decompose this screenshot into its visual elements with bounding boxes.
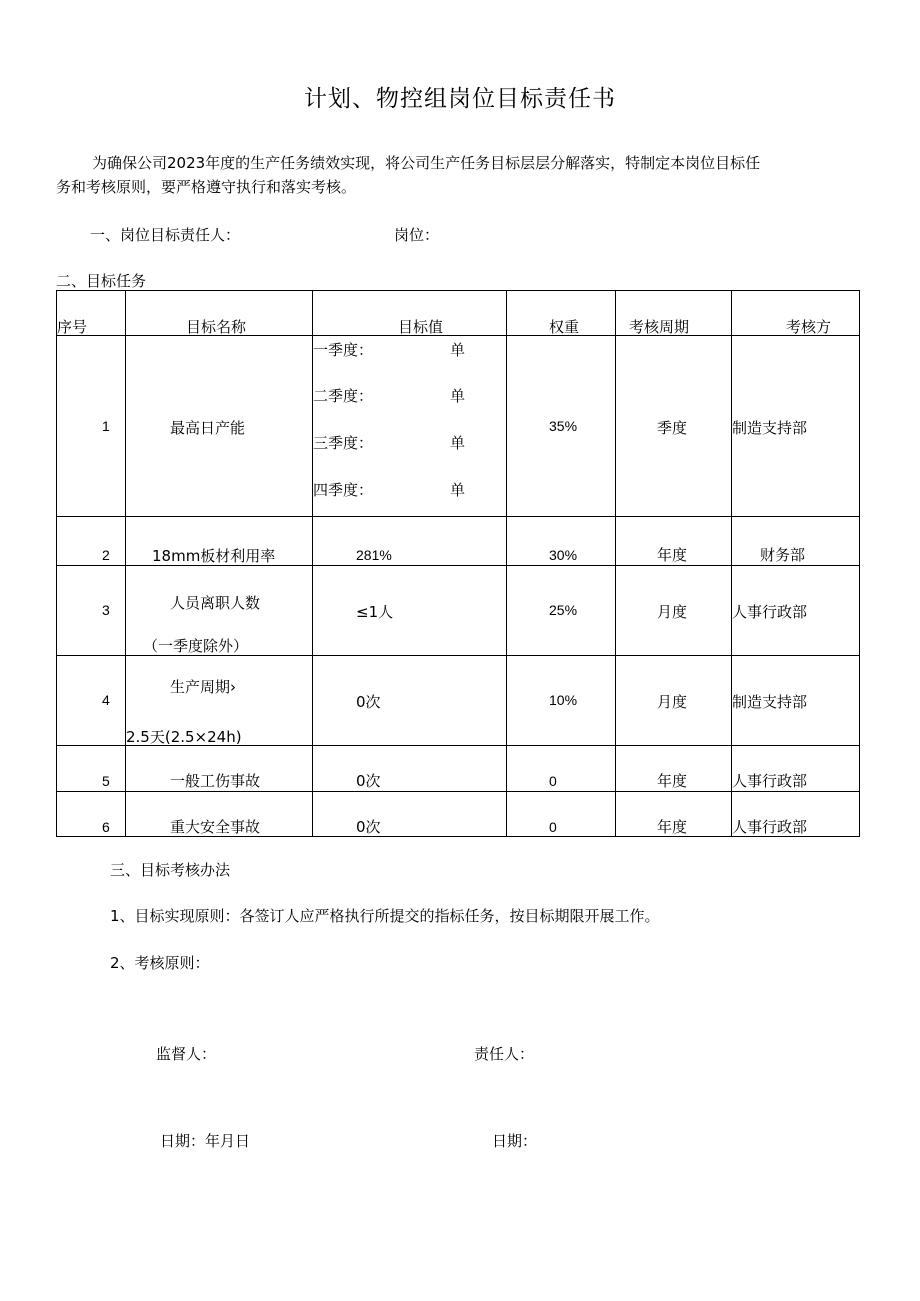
- row5-cycle: 年度: [657, 772, 688, 790]
- row4-weight: 10%: [549, 692, 578, 708]
- header-weight: 权重: [549, 318, 580, 336]
- row5-assessor: 人事行政部: [732, 772, 808, 790]
- header-cycle: 考核周期: [629, 318, 690, 336]
- date-left-label: 日期：年月日: [160, 1132, 251, 1150]
- section1-position-label: 岗位：: [394, 226, 440, 244]
- row2-cycle: 年度: [657, 546, 688, 564]
- row2-name: 18mm板材利用率: [152, 547, 276, 565]
- row1-q2-unit: 单: [450, 387, 466, 405]
- row4-name-note: 2.5天(2.5×24h): [126, 728, 242, 746]
- responsible-label: 责任人：: [474, 1045, 535, 1063]
- row3-assessor: 人事行政部: [732, 603, 808, 621]
- row3-no: 3: [102, 602, 110, 618]
- row5-no: 5: [102, 773, 110, 789]
- section3-item2: 2、考核原则：: [110, 954, 210, 972]
- row6-assessor: 人事行政部: [732, 818, 808, 836]
- row3-name-note: （一季度除外）: [143, 637, 249, 655]
- table-col-divider: [506, 290, 507, 837]
- row3-cycle: 月度: [657, 603, 688, 621]
- row1-q3-label: 三季度：: [313, 434, 374, 452]
- document-title: 计划、物控组岗位目标责任书: [304, 86, 616, 112]
- supervisor-label: 监督人：: [156, 1045, 217, 1063]
- section3-item1: 1、目标实现原则：各签订人应严格执行所提交的指标任务，按目标期限开展工作。: [110, 907, 660, 925]
- row1-q3-unit: 单: [450, 434, 466, 452]
- row3-name: 人员离职人数: [170, 594, 261, 612]
- row5-value: 0次: [356, 772, 381, 790]
- date-right-label: 日期：: [492, 1132, 538, 1150]
- row1-q4-unit: 单: [450, 481, 466, 499]
- table-row-divider: [56, 516, 860, 517]
- row2-weight: 30%: [549, 547, 578, 563]
- row1-cycle: 季度: [657, 419, 688, 437]
- row1-weight: 35%: [549, 418, 578, 434]
- table-col-divider: [731, 290, 732, 837]
- row5-name: 一般工伤事故: [170, 772, 261, 790]
- row1-assessor: 制造支持部: [732, 419, 808, 437]
- table-col-divider: [615, 290, 616, 837]
- row4-value: 0次: [356, 693, 381, 711]
- table-col-divider: [125, 290, 126, 837]
- section1-responsible-label: 一、岗位目标责任人：: [90, 226, 241, 244]
- row6-weight: 0: [549, 819, 557, 835]
- section2-label: 二、目标任务: [56, 272, 147, 290]
- row6-cycle: 年度: [657, 818, 688, 836]
- row1-q4-label: 四季度：: [313, 481, 374, 499]
- intro-line-2: 务和考核原则，要严格遵守执行和落实考核。: [56, 178, 357, 196]
- row2-assessor: 财务部: [760, 546, 806, 564]
- table-col-divider: [312, 290, 313, 837]
- header-name: 目标名称: [186, 318, 247, 336]
- table-row-divider: [56, 791, 860, 792]
- header-value: 目标值: [398, 318, 444, 336]
- row1-no: 1: [102, 418, 110, 434]
- header-assessor: 考核方: [786, 318, 832, 336]
- row1-q1-unit: 单: [450, 341, 466, 359]
- row3-value: ≤1人: [356, 603, 394, 621]
- row4-name: 生产周期›: [170, 678, 236, 696]
- section3-label: 三、目标考核办法: [110, 861, 231, 879]
- row6-value: 0次: [356, 818, 381, 836]
- row1-name: 最高日产能: [170, 419, 246, 437]
- table-header-divider: [56, 335, 860, 336]
- row1-q2-label: 二季度：: [313, 387, 374, 405]
- row6-name: 重大安全事故: [170, 818, 261, 836]
- row5-weight: 0: [549, 773, 557, 789]
- table-border-left: [56, 290, 57, 837]
- intro-line-1: 为确保公司2023年度的生产任务绩效实现，将公司生产任务目标层层分解落实，特制定本岗位目标任: [92, 154, 761, 172]
- row1-q1-label: 一季度：: [313, 341, 374, 359]
- table-border-right: [859, 290, 860, 837]
- row2-value: 281%: [356, 547, 392, 563]
- table-border-top: [56, 290, 860, 291]
- header-no: 序号: [57, 318, 88, 336]
- row2-no: 2: [102, 547, 110, 563]
- row4-cycle: 月度: [657, 693, 688, 711]
- row3-weight: 25%: [549, 602, 578, 618]
- row6-no: 6: [102, 819, 110, 835]
- row4-assessor: 制造支持部: [732, 693, 808, 711]
- row4-no: 4: [102, 692, 110, 708]
